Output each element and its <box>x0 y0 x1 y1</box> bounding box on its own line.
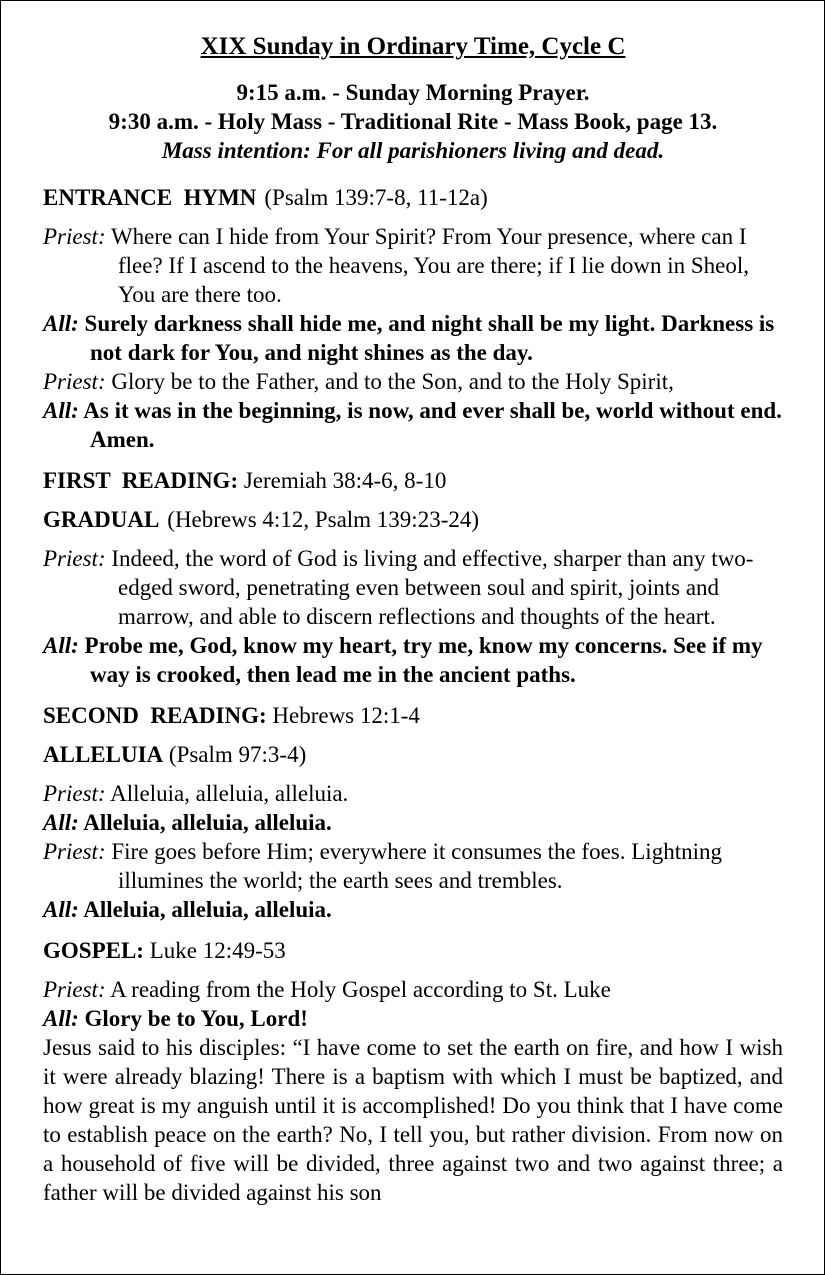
section-reference: (Psalm 97:3-4) <box>168 742 307 767</box>
entrance-all-response <box>43 309 783 367</box>
first-reading-heading <box>43 466 783 495</box>
priest-label: Priest: <box>43 977 106 1002</box>
second-reading-heading <box>43 701 783 730</box>
gradual-heading <box>43 505 783 534</box>
entrance-hymn-heading <box>43 183 783 212</box>
priest-label: Priest: <box>43 224 106 249</box>
section-title: ENTRANCE HYMN <box>43 185 257 210</box>
all-label: All: <box>43 810 79 835</box>
verse-text: Glory be to the Father, and to the Son, and to the Holy Spirit, <box>111 369 674 394</box>
alleluia-priest-verse <box>43 779 783 808</box>
alleluia-priest-verse-2 <box>43 837 783 895</box>
all-label: All: <box>43 398 79 423</box>
priest-label: Priest: <box>43 781 106 806</box>
alleluia-heading <box>43 740 783 769</box>
response-text: Surely darkness shall hide me, and night shall be my light. Darkness is not dark for You, and night shines as the day. <box>84 311 775 365</box>
response-text: Alleluia, alleluia, alleluia. <box>83 897 332 922</box>
section-reference: Jeremiah 38:4-6, 8-10 <box>243 468 447 493</box>
verse-text: Indeed, the word of God is living and effective, sharper than any two-edged sword, penetrating even between soul and spirit, joints and marrow, and able to discern reflections and thoughts of the heart. <box>111 546 754 629</box>
section-reference: Luke 12:49-53 <box>149 938 286 963</box>
alleluia-all-response <box>43 808 783 837</box>
verse-text: Fire goes before Him; everywhere it consumes the foes. Lightning illumines the world; the earth sees and trembles. <box>111 839 722 893</box>
mass-intention: Mass intention: For all parishioners living and dead. <box>161 138 665 163</box>
gospel-priest-intro <box>43 975 783 1004</box>
section-title: GOSPEL: <box>43 938 144 963</box>
verse-text: Where can I hide from Your Spirit? From Your presence, where can I flee? If I ascend to the heavens, You are there; if I lie down in Sheol, You are there too. <box>110 224 750 307</box>
gradual-priest-verse <box>43 544 783 631</box>
bulletin-page <box>43 30 783 1207</box>
schedule-holy-mass: 9:30 a.m. - Holy Mass - Traditional Rite - Mass Book, page 13. <box>108 109 718 134</box>
gradual-all-response <box>43 631 783 689</box>
section-title: FIRST READING: <box>43 468 239 493</box>
response-text: Alleluia, alleluia, alleluia. <box>83 810 332 835</box>
schedule-morning-prayer: 9:15 a.m. - Sunday Morning Prayer. <box>236 80 590 105</box>
gospel-text: Jesus said to his disciples: “I have come to set the earth on fire, and how I wish it were already blazing! There is a baptism with which I must be baptized, and how great is my anguish until it is accomplished! Do you think that I have come to establish peace on the earth? No, I tell you, but rather division. From now on a household of five will be divided, three against two and two against three; a father will be divided against his son <box>43 1035 783 1205</box>
entrance-priest-doxology <box>43 367 783 396</box>
entrance-priest-verse <box>43 222 783 309</box>
section-title: ALLELUIA <box>43 742 164 767</box>
section-reference: Hebrews 12:1-4 <box>272 703 420 728</box>
entrance-all-doxology <box>43 396 783 454</box>
all-label: All: <box>43 1006 79 1031</box>
priest-label: Priest: <box>43 546 106 571</box>
section-title: GRADUAL <box>43 507 160 532</box>
response-text: Glory be to You, Lord! <box>84 1006 308 1031</box>
all-label: All: <box>43 633 79 658</box>
priest-label: Priest: <box>43 839 106 864</box>
page-title: XIX Sunday in Ordinary Time, Cycle C <box>200 33 626 60</box>
response-text: Probe me, God, know my heart, try me, know my concerns. See if my way is crooked, then lead me in the ancient paths. <box>84 633 763 687</box>
verse-text: A reading from the Holy Gospel according to St. Luke <box>110 977 611 1002</box>
all-label: All: <box>43 897 79 922</box>
priest-label: Priest: <box>43 369 106 394</box>
verse-text: Alleluia, alleluia, alleluia. <box>110 781 349 806</box>
gospel-heading <box>43 936 783 965</box>
section-reference: (Psalm 139:7-8, 11-12a) <box>264 185 488 210</box>
section-title: SECOND READING: <box>43 703 267 728</box>
alleluia-all-response-2 <box>43 895 783 924</box>
section-reference: (Hebrews 4:12, Psalm 139:23-24) <box>167 507 480 532</box>
all-label: All: <box>43 311 79 336</box>
response-text: As it was in the beginning, is now, and ever shall be, world without end. Amen. <box>83 398 782 452</box>
gospel-all-response <box>43 1004 783 1033</box>
